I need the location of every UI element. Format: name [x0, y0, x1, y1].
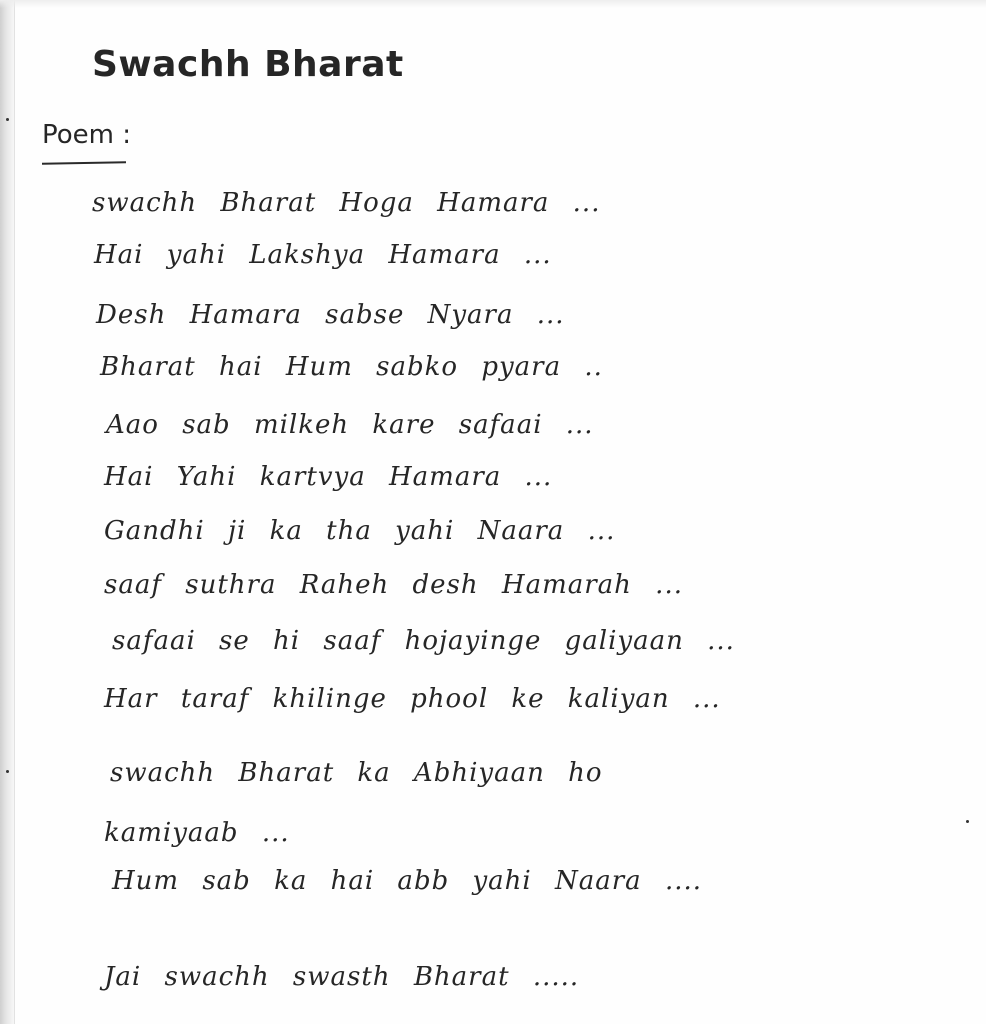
- page-top-shade: [0, 0, 986, 8]
- section-label: Poem :: [42, 120, 132, 150]
- poem-line: saaf suthra Raheh desh Hamarah ...: [104, 570, 683, 600]
- poem-line: kamiyaab ...: [104, 818, 290, 848]
- notebook-binding: [0, 0, 14, 1024]
- poem-line: swachh Bharat ka Abhiyaan ho: [110, 758, 603, 788]
- page-dot-mark: [6, 770, 9, 773]
- poem-line: Bharat hai Hum sabko pyara ..: [100, 352, 603, 382]
- poem-line: swachh Bharat Hoga Hamara ...: [92, 188, 601, 218]
- page-title: Swachh Bharat: [92, 44, 404, 85]
- poem-line: Aao sab milkeh kare safaai ...: [106, 410, 594, 440]
- section-label-underline: [42, 161, 126, 164]
- poem-line: Hai yahi Lakshya Hamara ...: [94, 240, 552, 270]
- poem-line: Hai Yahi kartvya Hamara ...: [104, 462, 553, 492]
- poem-line: safaai se hi saaf hojayinge galiyaan ...: [112, 626, 735, 656]
- poem-line: Har taraf khilinge phool ke kaliyan ...: [104, 684, 721, 714]
- page-dot-mark: [6, 118, 9, 121]
- page-dot-mark: [966, 820, 969, 823]
- poem-line: Hum sab ka hai abb yahi Naara ....: [112, 866, 703, 896]
- page-edge-line: [14, 0, 15, 1024]
- poem-line: Gandhi ji ka tha yahi Naara ...: [104, 516, 616, 546]
- poem-line: Desh Hamara sabse Nyara ...: [96, 300, 565, 330]
- poem-line: Jai swachh swasth Bharat .....: [104, 962, 580, 992]
